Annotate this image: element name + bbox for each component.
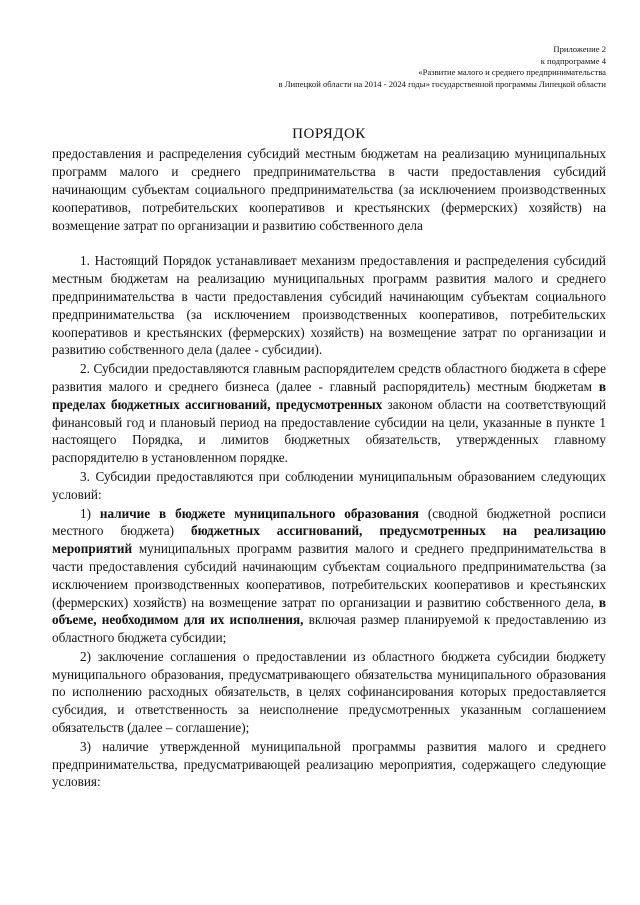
document-title: ПОРЯДОК [292, 126, 366, 143]
appendix-line: Приложение 2 [553, 44, 606, 54]
paragraph-2 [52, 360, 606, 467]
appendix-header [52, 44, 606, 90]
bold-text: в объеме, необходимом для их исполнения, [52, 594, 606, 628]
text-run: муниципальных программ развития малого и среднего предпринимательства в части предоставления субсидий начинающим субъектам социального предпринимательства (за исключением производственных кооперативов, потребительских кооперативов и крестьянских (фермерских) хозяйств) на возмещение затрат по организации и развитию собственного дела, [52, 541, 606, 610]
text-run: включая размер планируемой к предоставлению из областного бюджета субсидии; [52, 612, 606, 646]
condition-2: 2) заключение соглашения о предоставлении из областного бюджета субсидии бюджету муниципального образования, предусматривающего обязательства муниципального образования по исполнению расходных обязательств, в целях софинансирования которых предоставляется субсидия, и ответственность за неисполнение предусмотренных указанным соглашением обязательств (далее – соглашение); [52, 648, 606, 736]
text-run: (сводной бюджетной росписи местного бюджета) [52, 505, 606, 539]
appendix-line: в Липецкой области на 2014 - 2024 годы» государственной программы Липецкой области [278, 78, 606, 89]
bold-text: наличие в бюджете муниципального образования [99, 505, 419, 521]
text-run: законом области на соответствующий финансовый год и плановый период на предоставление субсидии на цели, указанные в пункте 1 настоящего Порядка, и лимитов бюджетных обязательств, утвержденных главному распорядителю в установленном порядке. [52, 396, 607, 466]
paragraph-1: 1. Настоящий Порядок устанавливает механизм предоставления и распределения субсидий местным бюджетам на реализацию муниципальных программ развития малого и среднего предпринимательства в части предоставления субсидий начинающим субъектам социального предпринимательства (за исключением производственных кооперативов, потребительских кооперативов и крестьянских (фермерских) хозяйств) на возмещение затрат по организации и развитию собственного дела (далее - субсидии). [52, 253, 606, 358]
bold-text: в пределах бюджетных ассигнований, предусмотренных [52, 378, 606, 412]
text-run: 1) [80, 505, 100, 521]
condition-3: 3) наличие утвержденной муниципальной программы развития малого и среднего предпринимательства, предусматривающей реализацию мероприятия, содержащего следующие условия: [52, 738, 606, 790]
appendix-line: «Развитие малого и среднего предпринимательства [418, 67, 606, 78]
condition-1 [52, 505, 606, 647]
paragraph-3: 3. Субсидии предоставляются при соблюдении муниципальным образованием следующих условий: [52, 468, 606, 502]
appendix-line: к подпрограмме 4 [540, 55, 606, 66]
bold-text: бюджетных ассигнований, предусмотренных на реализацию мероприятий [52, 523, 606, 557]
text-run: 2. Субсидии предоставляются главным распорядителем средств областного бюджета в сфере развития малого и среднего бизнеса (далее - главный распорядитель) местным бюджетам [52, 361, 606, 394]
document-subtitle: предоставления и распределения субсидий местным бюджетам на реализацию муниципальных программ малого и среднего предпринимательства в части предоставления субсидий начинающим субъектам социального предпринимательства (за исключением производственных кооперативов, потребительских кооперативов и крестьянских (фермерских) хозяйств) на возмещение затрат по организации и развитию собственного дела [52, 146, 606, 233]
